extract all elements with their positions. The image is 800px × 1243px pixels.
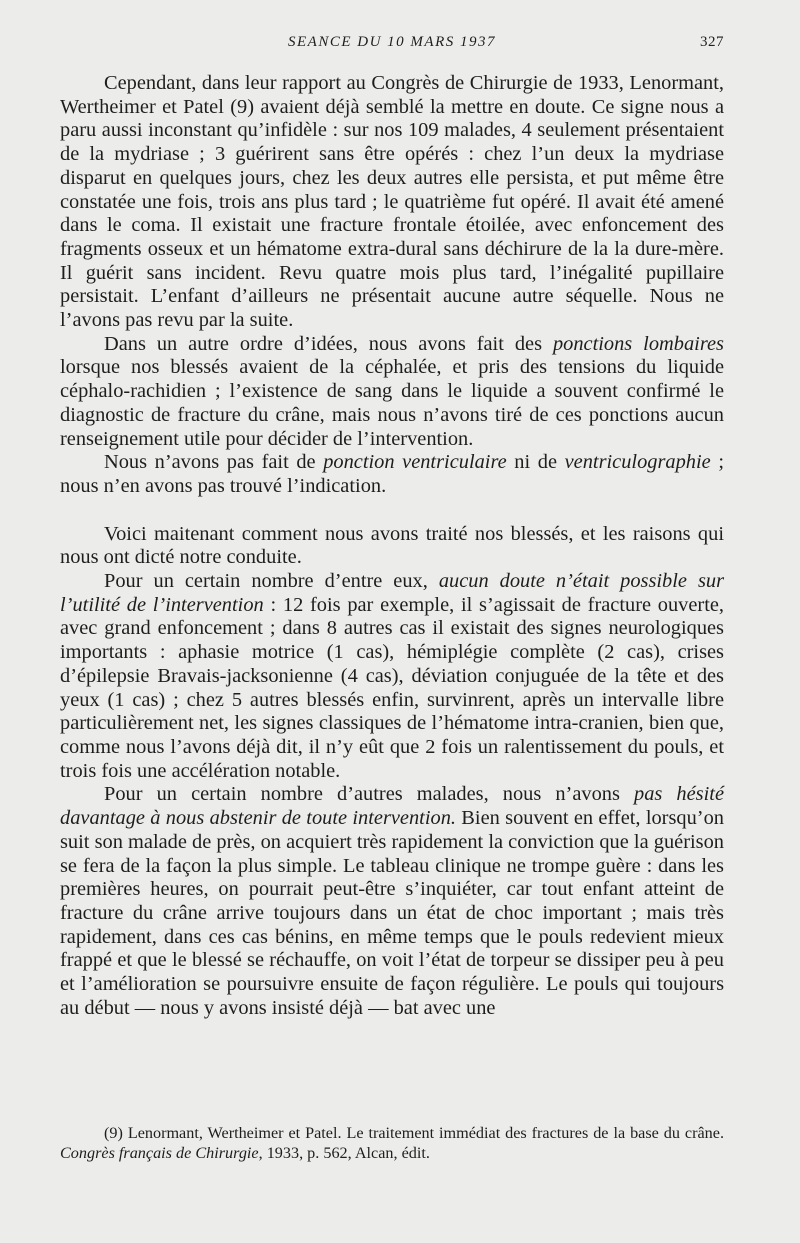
text-run: Bien souvent en effet, lorsqu’on suit son malade de près, on acquiert très rapidement la conviction que la guérison se fera de la façon la plus simple. Le tableau clinique ne trompe guère : dans les premières heures, on pourrait peut-être s’inquiéter, car tout enfant atteint de fracture du crâne arrive toujours dans un état de choc important ; mais très rapidement, dans ces cas bénins, en même temps que le pouls redevient mieux frappé et que le blessé se réchauffe, on voit l’état de torpeur se dissiper peu à peu et l’amélioration se poursuivre ensuite de façon régulière. Le pouls qui toujours au début — nous y avons insisté déjà — bat avec une: [60, 807, 724, 1019]
text-run: Nous n’avons pas fait de: [104, 451, 324, 474]
paragraph: Cependant, dans leur rapport au Congrès de Chirurgie de 1933, Lenormant, Wertheimer et Patel (9) avaient déjà semblé la mettre en doute. Ce signe nous a paru aussi inconstant qu’infidèle : sur nos 109 malades, 4 seulement présentaient de la mydriase ; 3 guérirent sans être opérés : chez l’un deux la mydriase disparut en quelques jours, chez les deux autres elle persista, et put même être constatée une fois, trois ans plus tard ; le quatrième fut opéré. Il avait été amené dans le coma. Il existait une fracture frontale étoilée, avec enfoncement des fragments osseux et un hématome extra-dural sans déchirure de la la dure-mère. Il guérit sans incident. Revu quatre mois plus tard, l’inégalité pupillaire persistait. L’enfant d’ailleurs ne présentait aucune autre séquelle. Nous ne l’avons pas revu par la suite.: [60, 72, 724, 332]
page-number: 327: [700, 34, 724, 50]
text-run: : 12 fois par exemple, il s’agissait de fracture ouverte, avec grand enfoncement ; dans 8 autres cas il existait des signes neurologiques importants : aphasie motrice (1 cas), hémiplégie complète (2 cas), crises d’épilepsie Bravais-jacksonienne (4 cas), déviation conjuguée de la tête et des yeux (1 cas) ; chez 5 autres blessés enfin, survinrent, après un intervalle libre particulièrement net, les signes classiques de l’hématome intra-cranien, bien que, comme nous l’avons déjà dit, il n’y eût que 2 fois un ralentissement du pouls, et trois fois une accélération notable.: [60, 593, 725, 782]
italic-text: Congrès français de Chirurgie: [60, 1144, 259, 1162]
italic-text: ponctions lombaires: [552, 332, 724, 355]
paragraph: [60, 783, 724, 1020]
paragraph: Voici maitenant comment nous avons traité nos blessés, et les raisons qui nous ont dicté notre conduite.: [60, 522, 724, 569]
header-title: SEANCE DU 10 MARS 1937: [288, 34, 496, 50]
italic-text: pas hésité davantage à nous abstenir de toute intervention.: [60, 783, 724, 830]
text-run: (9) Lenormant, Wertheimer et Patel. Le traitement immédiat des fractures de la base du crâne.: [104, 1124, 724, 1142]
paragraph: [60, 451, 724, 498]
body-text: [60, 72, 724, 1020]
text-run: lorsque nos blessés avaient de la céphalée, et pris des tensions du liquide céphalo-rachidien ; l’existence de sang dans le liquide a souvent confirmé le diagnostic de fracture du crâne, mais nous n’avons tiré de ces ponctions aucun renseignement utile pour décider de l’intervention.: [60, 356, 724, 450]
footnote-text: [60, 1123, 724, 1163]
text-run: , 1933, p. 562, Alcan, édit.: [258, 1144, 430, 1162]
italic-text: ventriculographie: [564, 451, 711, 474]
italic-text: aucun doute n’était possible sur l’utilité de l’intervention: [60, 570, 725, 616]
paragraph: [60, 333, 724, 452]
paragraph: [60, 570, 724, 783]
italic-text: ponction ventriculaire: [323, 451, 507, 474]
text-run: Dans un autre ordre d’idées, nous avons fait des: [104, 332, 553, 355]
text-run: Pour un certain nombre d’autres malades, nous n’avons: [104, 783, 635, 806]
text-run: ni de: [506, 451, 565, 474]
footnote: [60, 1123, 724, 1163]
text-run: Pour un certain nombre d’entre eux,: [104, 570, 439, 593]
text-run: ; nous n’en avons pas trouvé l’indication.: [60, 451, 724, 497]
